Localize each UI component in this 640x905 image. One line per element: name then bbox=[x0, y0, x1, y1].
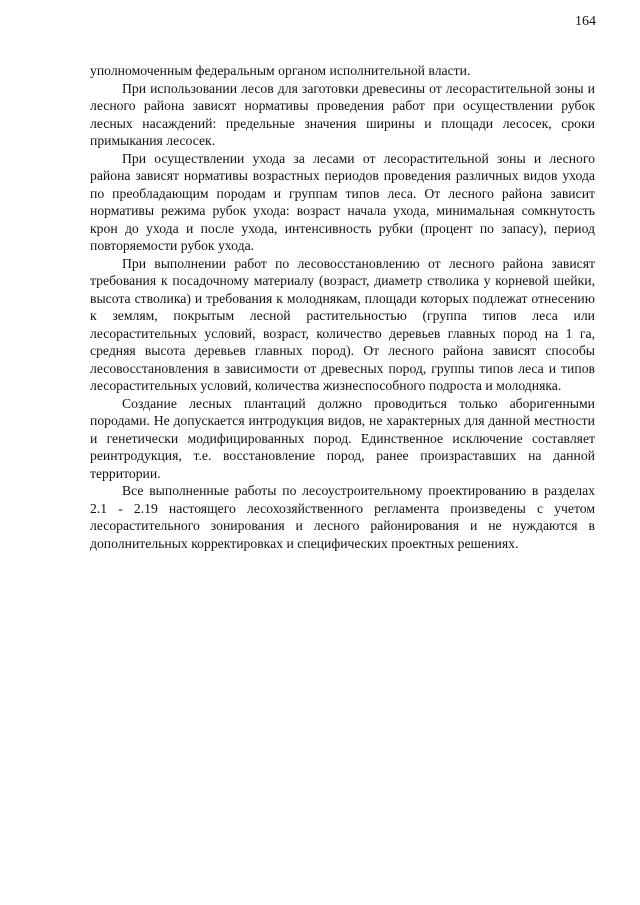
paragraph-timber-harvesting: При использовании лесов для заготовки древесины от лесорастительной зоны и лесного района зависят нормативы проведения работ при осуществлении рубок лесных насаждений: предельные значения ширины и площади лесосек, сроки примыкания лесосек. bbox=[90, 80, 595, 148]
document-body bbox=[90, 62, 595, 552]
page-number: 164 bbox=[575, 14, 596, 29]
paragraph-conclusion: Все выполненные работы по лесоустроительному проектированию в разделах 2.1 - 2.19 настоящего лесохозяйственного регламента произведены с учетом лесорастительного зонирования и лесного районирования и не нуждаются в дополнительных корректировках и специфических проектных решениях. bbox=[90, 483, 595, 551]
paragraph-forest-plantations: Создание лесных плантаций должно проводиться только аборигенными породами. Не допускается интродукция видов, не характерных для данной местности и генетически модифицированных пород. Единственное исключение составляет реинтродукция, т.е. восстановление пород, ранее произраставших на данной территории. bbox=[90, 395, 595, 481]
paragraph-reforestation: При выполнении работ по лесовосстановлению от лесного района зависят требования к посадочному материалу (возраст, диаметр стволика у корневой шейки, высота стволика) и требования к молоднякам, площади которых подлежат отнесению к землям, покрытым лесной растительностью (группа типов леса или лесорастительных условий, возраст, количество деревьев главных пород на 1 га, средняя высота деревьев главных пород). От лесного района зависят способы лесовосстановления в зависимости от древесных пород, группы типов леса и типов лесорастительных условий, количества жизнеспособного подроста и молодняка. bbox=[90, 255, 595, 393]
paragraph-continuation: уполномоченным федеральным органом исполнительной власти. bbox=[90, 63, 471, 78]
paragraph-forest-care: При осуществлении ухода за лесами от лесорастительной зоны и лесного района зависят нормативы возрастных периодов проведения различных видов ухода по преобладающим породам и группам типов леса. От лесного района зависит нормативы режима рубок ухода: возраст начала ухода, минимальная сомкнутость крон до ухода и после ухода, интенсивность рубки (процент по запасу), период повторяемости рубок ухода. bbox=[90, 150, 595, 253]
